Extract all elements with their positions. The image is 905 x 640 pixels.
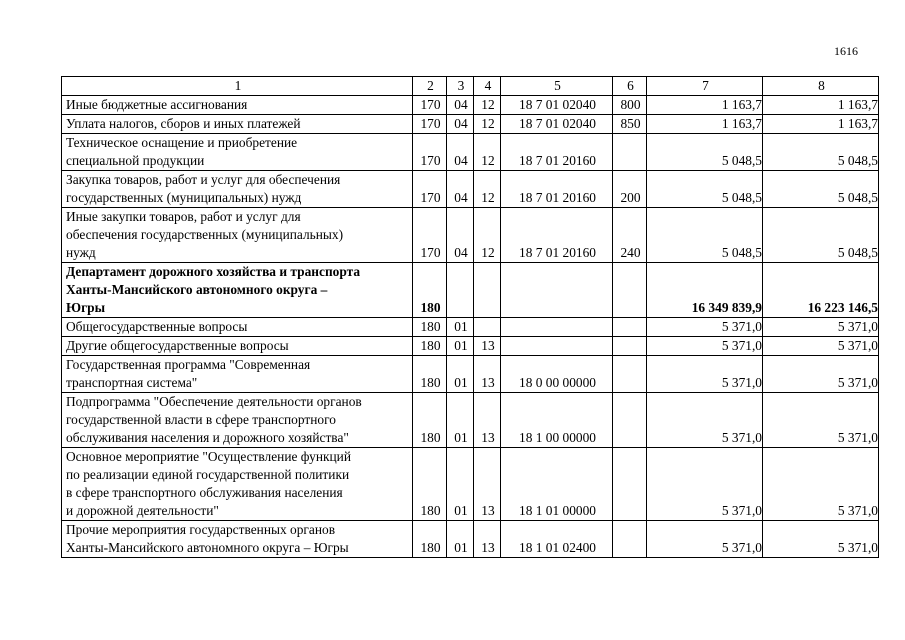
cell-amount-year2: 5 371,0 (763, 356, 879, 393)
cell-target-article: 18 7 01 20160 (501, 171, 613, 208)
column-header: 7 (647, 77, 763, 96)
cell-expense-type (613, 318, 647, 337)
cell-amount-year2: 5 048,5 (763, 134, 879, 171)
table-row (62, 263, 879, 318)
cell-expense-type: 200 (613, 171, 647, 208)
cell-podrazdel: 13 (474, 337, 501, 356)
cell-expense-type (613, 448, 647, 521)
cell-razdel: 01 (447, 337, 474, 356)
table-row (62, 521, 879, 558)
cell-podrazdel: 13 (474, 356, 501, 393)
item-name-line: в сфере транспортного обслуживания населения (66, 485, 343, 500)
cell-amount-year1: 5 048,5 (647, 134, 763, 171)
cell-target-article: 18 1 01 02400 (501, 521, 613, 558)
column-header: 3 (447, 77, 474, 96)
cell-podrazdel: 12 (474, 208, 501, 263)
cell-amount-year2: 16 223 146,5 (763, 263, 879, 318)
cell-target-article: 18 7 01 02040 (501, 115, 613, 134)
cell-glava: 170 (413, 96, 447, 115)
table-row (62, 134, 879, 171)
cell-expense-type: 240 (613, 208, 647, 263)
cell-expense-type (613, 356, 647, 393)
table-row (62, 96, 879, 115)
cell-target-article: 18 7 01 20160 (501, 134, 613, 171)
cell-razdel: 04 (447, 115, 474, 134)
cell-razdel: 04 (447, 208, 474, 263)
cell-glava: 180 (413, 318, 447, 337)
item-name-line: Департамент дорожного хозяйства и транспорта (66, 264, 361, 279)
cell-target-article: 18 7 01 02040 (501, 96, 613, 115)
cell-razdel (447, 263, 474, 318)
cell-item-name (62, 448, 413, 521)
item-name-line: государственных (муниципальных) нужд (66, 190, 302, 205)
cell-podrazdel: 13 (474, 448, 501, 521)
page-number: 1616 (834, 44, 858, 58)
cell-podrazdel: 12 (474, 171, 501, 208)
item-name-line: государственной власти в сфере транспортного (66, 412, 336, 427)
cell-item-name (62, 134, 413, 171)
cell-target-article (501, 263, 613, 318)
cell-expense-type: 800 (613, 96, 647, 115)
cell-amount-year1: 5 371,0 (647, 521, 763, 558)
cell-amount-year2: 5 048,5 (763, 208, 879, 263)
cell-target-article: 18 1 00 00000 (501, 393, 613, 448)
cell-target-article (501, 337, 613, 356)
cell-expense-type (613, 393, 647, 448)
cell-amount-year2: 1 163,7 (763, 115, 879, 134)
cell-razdel: 04 (447, 96, 474, 115)
cell-item-name (62, 115, 413, 134)
item-name-line: Югры (66, 300, 106, 315)
column-header: 5 (501, 77, 613, 96)
cell-glava: 180 (413, 521, 447, 558)
item-name-line: специальной продукции (66, 153, 205, 168)
table-row (62, 171, 879, 208)
cell-amount-year2: 5 371,0 (763, 318, 879, 337)
cell-glava: 180 (413, 448, 447, 521)
item-name-line: Уплата налогов, сборов и иных платежей (66, 116, 301, 131)
cell-amount-year1: 5 371,0 (647, 337, 763, 356)
cell-razdel: 01 (447, 521, 474, 558)
cell-item-name (62, 393, 413, 448)
cell-amount-year1: 5 371,0 (647, 318, 763, 337)
cell-amount-year2: 1 163,7 (763, 96, 879, 115)
cell-razdel: 01 (447, 318, 474, 337)
table-row (62, 318, 879, 337)
item-name-line: Основное мероприятие "Осуществление функций (66, 449, 352, 464)
cell-razdel: 01 (447, 356, 474, 393)
cell-item-name (62, 171, 413, 208)
cell-amount-year1: 1 163,7 (647, 115, 763, 134)
cell-glava: 170 (413, 134, 447, 171)
cell-amount-year2: 5 371,0 (763, 393, 879, 448)
column-header: 6 (613, 77, 647, 96)
cell-target-article: 18 1 01 00000 (501, 448, 613, 521)
cell-podrazdel (474, 263, 501, 318)
cell-amount-year1: 16 349 839,9 (647, 263, 763, 318)
cell-amount-year1: 5 371,0 (647, 448, 763, 521)
cell-amount-year2: 5 048,5 (763, 171, 879, 208)
item-name-line: Ханты-Мансийского автономного округа – Югры (66, 540, 349, 555)
cell-razdel: 04 (447, 134, 474, 171)
item-name-line: Иные бюджетные ассигнования (66, 97, 248, 112)
cell-amount-year2: 5 371,0 (763, 448, 879, 521)
column-header: 2 (413, 77, 447, 96)
cell-item-name (62, 208, 413, 263)
cell-podrazdel (474, 318, 501, 337)
item-name-line: Иные закупки товаров, работ и услуг для (66, 209, 301, 224)
item-name-line: транспортная система" (66, 375, 198, 390)
item-name-line: Ханты-Мансийского автономного округа – (66, 282, 328, 297)
cell-amount-year1: 5 048,5 (647, 208, 763, 263)
cell-glava: 180 (413, 263, 447, 318)
cell-glava: 170 (413, 115, 447, 134)
cell-podrazdel: 12 (474, 134, 501, 171)
item-name-line: Закупка товаров, работ и услуг для обеспечения (66, 172, 341, 187)
item-name-line: нужд (66, 245, 96, 260)
cell-item-name (62, 356, 413, 393)
cell-podrazdel: 13 (474, 521, 501, 558)
cell-razdel: 01 (447, 448, 474, 521)
cell-amount-year1: 1 163,7 (647, 96, 763, 115)
item-name-line: Техническое оснащение и приобретение (66, 135, 298, 150)
cell-glava: 170 (413, 208, 447, 263)
table-row (62, 337, 879, 356)
cell-target-article: 18 0 00 00000 (501, 356, 613, 393)
cell-podrazdel: 13 (474, 393, 501, 448)
item-name-line: Прочие мероприятия государственных органов (66, 522, 336, 537)
cell-expense-type (613, 134, 647, 171)
cell-amount-year1: 5 371,0 (647, 356, 763, 393)
cell-expense-type (613, 337, 647, 356)
cell-amount-year1: 5 048,5 (647, 171, 763, 208)
cell-expense-type (613, 263, 647, 318)
cell-podrazdel: 12 (474, 115, 501, 134)
table-row (62, 448, 879, 521)
cell-item-name (62, 337, 413, 356)
item-name-line: обслуживания населения и дорожного хозяйства" (66, 430, 349, 445)
cell-amount-year2: 5 371,0 (763, 337, 879, 356)
budget-table (61, 76, 879, 558)
cell-expense-type: 850 (613, 115, 647, 134)
item-name-line: и дорожной деятельности" (66, 503, 219, 518)
item-name-line: Другие общегосударственные вопросы (66, 338, 289, 353)
item-name-line: обеспечения государственных (муниципальных) (66, 227, 344, 242)
column-header: 1 (62, 77, 413, 96)
item-name-line: Подпрограмма "Обеспечение деятельности органов (66, 394, 362, 409)
cell-glava: 180 (413, 356, 447, 393)
cell-item-name (62, 263, 413, 318)
table-header-row (62, 77, 879, 96)
table-row (62, 393, 879, 448)
cell-razdel: 04 (447, 171, 474, 208)
cell-item-name (62, 521, 413, 558)
cell-razdel: 01 (447, 393, 474, 448)
cell-target-article (501, 318, 613, 337)
cell-glava: 180 (413, 337, 447, 356)
column-header: 4 (474, 77, 501, 96)
table-row (62, 208, 879, 263)
cell-item-name (62, 318, 413, 337)
column-header: 8 (763, 77, 879, 96)
item-name-line: Общегосударственные вопросы (66, 319, 248, 334)
item-name-line: по реализации единой государственной политики (66, 467, 350, 482)
cell-amount-year2: 5 371,0 (763, 521, 879, 558)
cell-target-article: 18 7 01 20160 (501, 208, 613, 263)
cell-glava: 170 (413, 171, 447, 208)
cell-expense-type (613, 521, 647, 558)
cell-podrazdel: 12 (474, 96, 501, 115)
table-row (62, 115, 879, 134)
cell-glava: 180 (413, 393, 447, 448)
table-row (62, 356, 879, 393)
cell-item-name (62, 96, 413, 115)
item-name-line: Государственная программа "Современная (66, 357, 311, 372)
cell-amount-year1: 5 371,0 (647, 393, 763, 448)
